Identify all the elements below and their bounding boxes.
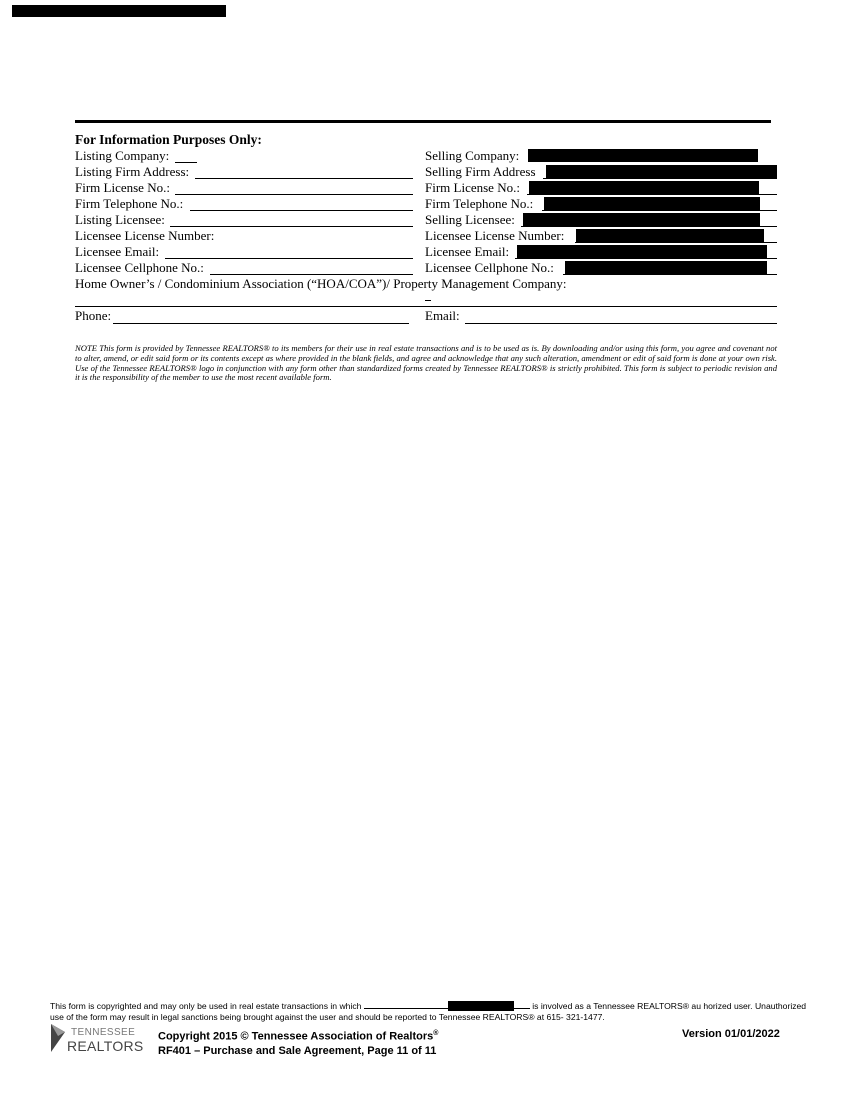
field-label: Selling Company: — [425, 148, 520, 163]
licensee-cellphone-row — [75, 260, 413, 276]
selling-firm-license-row — [425, 180, 777, 196]
selling-firm-license-field[interactable] — [527, 194, 777, 195]
phone-label: Phone: — [75, 308, 112, 323]
header-redaction — [12, 5, 226, 17]
firm-license-field[interactable] — [175, 194, 413, 195]
top-rule — [75, 120, 771, 123]
field-label: Licensee Cellphone No.: — [75, 260, 204, 275]
selling-licensee-field[interactable] — [521, 226, 777, 227]
selling-licensee-cellphone-field[interactable] — [563, 274, 777, 275]
redacted-value — [565, 261, 767, 274]
email-label: Email: — [425, 308, 460, 323]
selling-firm-address-row — [425, 164, 777, 180]
field-label: Licensee Cellphone No.: — [425, 260, 554, 275]
user-blank[interactable] — [364, 1000, 448, 1009]
selling-company-row — [425, 148, 777, 164]
listing-firm-address-field[interactable] — [195, 178, 413, 179]
selling-fields — [425, 148, 777, 276]
section-title: For Information Purposes Only: — [75, 132, 262, 147]
selling-firm-telephone-field[interactable] — [542, 210, 777, 211]
version-label: Version 01/01/2022 — [682, 1028, 780, 1040]
user-blank-tail — [514, 1000, 530, 1009]
licensee-email-field[interactable] — [165, 258, 413, 259]
hoa-label: Home Owner’s / Condominium Association (“HOA/COA”)/ Property Management Company: — [75, 276, 567, 291]
licensee-email-row — [75, 244, 413, 260]
field-label: Firm Telephone No.: — [425, 196, 534, 211]
redacted-value — [529, 181, 759, 194]
licensee-cellphone-field[interactable] — [210, 274, 413, 275]
listing-licensee-field[interactable] — [170, 226, 413, 227]
selling-firm-telephone-row — [425, 196, 777, 212]
selling-licensee-cellphone-row — [425, 260, 777, 276]
field-label: Listing Licensee: — [75, 212, 165, 227]
hoa-tick — [425, 300, 431, 301]
field-label: Licensee Email: — [425, 244, 510, 259]
field-label: Listing Firm Address: — [75, 164, 190, 179]
selling-licensee-license-field[interactable] — [575, 242, 777, 243]
listing-licensee-row — [75, 212, 413, 228]
selling-firm-address-field[interactable] — [543, 178, 777, 179]
field-label: Firm License No.: — [75, 180, 170, 195]
field-label: Selling Licensee: — [425, 212, 515, 227]
field-label: Licensee Email: — [75, 244, 160, 259]
footer-copyright-notice — [50, 1000, 810, 1022]
footer-copyright — [158, 1027, 438, 1058]
copy-part1: This form is copyrighted and may only be used in real estate transactions in which — [50, 1001, 362, 1011]
listing-company-row — [75, 148, 413, 164]
selling-licensee-email-field[interactable] — [515, 258, 777, 259]
note-paragraph: NOTE This form is provided by Tennessee REALTORS® to its members for their use in real estate transactions and is to be used as is. By downloading and/or using this form, you agree and covenant not to alter, amend, or edit said form or its contents except as where provided in the blank fields, and agree and acknowledge that any such alteration, amendment or edit of said form is done at your own risk. Use of the Tennessee REALTORS® logo in conjunction with any form other than standardized forms created by Tennessee REALTORS® is strictly prohibited. This form is subject to periodic revision and it is the responsibility of the member to use the most recent available form. — [75, 343, 777, 383]
field-label: Listing Company: — [75, 148, 170, 163]
phone-field[interactable] — [113, 323, 409, 324]
listing-company-field[interactable] — [175, 162, 197, 163]
listing-fields — [75, 148, 413, 276]
field-label: Firm License No.: — [425, 180, 520, 195]
redacted-value — [544, 197, 760, 210]
firm-telephone-field[interactable] — [190, 210, 413, 211]
field-label: Firm Telephone No.: — [75, 196, 184, 211]
form-page-line: RF401 – Purchase and Sale Agreement, Page 11 of 11 — [158, 1044, 437, 1057]
redacted-value — [546, 165, 777, 178]
firm-telephone-row — [75, 196, 413, 212]
footer-redaction — [448, 1001, 514, 1011]
selling-licensee-license-row — [425, 228, 777, 244]
redacted-value — [576, 229, 764, 242]
selling-licensee-email-row — [425, 244, 777, 260]
copyright-line: Copyright 2015 © Tennessee Association of Realtors® — [158, 1030, 439, 1043]
redacted-value — [528, 149, 758, 162]
licensee-license-number-row — [75, 228, 413, 244]
redacted-value — [517, 245, 767, 258]
field-label: Licensee License Number: — [425, 228, 565, 243]
field-label: Selling Firm Address — [425, 164, 536, 179]
logo-text-top: TENNESSEE — [71, 1027, 136, 1038]
copy-part2: is involved as a Tennessee REALTORS® au horized user. Unauthorized use of the form may result in legal sanctions being brought against the user and should be reported to Tennessee REALTORS® at 615- 321-1477. — [50, 1001, 807, 1022]
hoa-field[interactable] — [75, 306, 777, 307]
logo-text-bottom: REALTORS — [67, 1038, 144, 1054]
email-field[interactable] — [465, 323, 777, 324]
listing-firm-address-row — [75, 164, 413, 180]
redacted-value — [523, 213, 760, 226]
field-label: Licensee License Number: — [75, 228, 215, 243]
firm-license-row — [75, 180, 413, 196]
selling-licensee-row — [425, 212, 777, 228]
